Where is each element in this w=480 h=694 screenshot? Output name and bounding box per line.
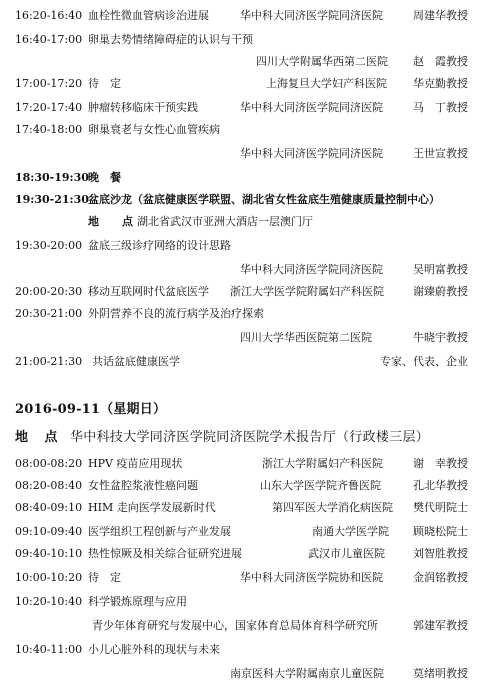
speaker: 顾晓松院士 <box>413 525 468 538</box>
talk-topic: 待 定 <box>88 571 121 584</box>
schedule-row <box>0 500 480 516</box>
institution: 华中科大同济医学院同济医院 <box>240 101 383 114</box>
talk-topic: 医学组织工程创新与产业发展 <box>88 525 231 538</box>
time-slot: 08:00-08:20 <box>15 457 83 470</box>
schedule-row <box>0 76 480 92</box>
speaker: 赵 霞教授 <box>413 55 468 68</box>
schedule-row-continuation <box>0 54 480 70</box>
institution: 第四军医大学消化病医院 <box>272 501 393 514</box>
time-slot: 16:40-17:00 <box>15 33 83 46</box>
time-slot: 17:00-17:20 <box>15 77 83 90</box>
speaker: 刘智胜教授 <box>413 547 468 560</box>
institution: 四川大学附属华西第二医院 <box>256 55 388 68</box>
speaker: 金润铭教授 <box>413 571 468 584</box>
talk-topic: 小儿心脏外科的现状与未来 <box>88 643 220 656</box>
schedule-row <box>0 284 480 300</box>
institution: 浙江大学附属妇产科医院 <box>262 457 383 470</box>
talk-topic: 肿瘤转移临床干预实践 <box>88 101 198 114</box>
time-slot: 09:10-09:40 <box>15 525 83 538</box>
talk-topic: 晚 餐 <box>88 171 121 184</box>
institution: 山东大学医学院齐鲁医院 <box>260 479 381 492</box>
schedule-row <box>0 306 480 322</box>
schedule-row <box>0 100 480 116</box>
talk-topic: HPV 疫苗应用现状 <box>88 457 183 470</box>
schedule-row <box>0 238 480 254</box>
schedule-row-continuation <box>0 666 480 682</box>
time-slot: 08:40-09:10 <box>15 501 83 514</box>
schedule-row <box>0 354 480 370</box>
speaker: 吴明富教授 <box>413 263 468 276</box>
schedule-row-continuation <box>0 330 480 346</box>
institution: 南京医科大学附属南京儿童医院 <box>230 667 384 680</box>
schedule-row <box>0 456 480 472</box>
talk-topic: 血栓性微血管病诊治进展 <box>88 9 209 22</box>
schedule-row-continuation <box>0 146 480 162</box>
institution: 浙江大学医学院附属妇产科医院 <box>230 285 384 298</box>
location-text: ：湖北省武汉市亚洲大酒店一层澳门厅 <box>126 215 313 228</box>
schedule-row <box>0 642 480 658</box>
speaker: 周建华教授 <box>413 9 468 22</box>
time-slot: 10:20-10:40 <box>15 595 83 608</box>
talk-topic: 移动互联网时代盆底医学 <box>88 285 209 298</box>
schedule-row <box>0 122 480 138</box>
time-slot: 18:30-19:30 <box>15 171 89 184</box>
date-heading: 2016-09-11（星期日） <box>15 402 167 417</box>
talk-topic: 待 定 <box>88 77 121 90</box>
institution: 武汉市儿童医院 <box>308 547 385 560</box>
time-slot: 19:30-20:00 <box>15 239 83 252</box>
schedule-row <box>0 8 480 24</box>
time-slot: 16:20-16:40 <box>15 9 83 22</box>
time-slot: 08:20-08:40 <box>15 479 83 492</box>
institution: 华中科大同济医学院同济医院 <box>240 147 383 160</box>
time-slot: 17:20-17:40 <box>15 101 83 114</box>
talk-topic: 外阴营养不良的流行病学及治疗探索 <box>88 307 264 320</box>
speaker: 牛晓宇教授 <box>413 331 468 344</box>
speaker: 樊代明院士 <box>413 501 468 514</box>
schedule-row <box>0 524 480 540</box>
speaker: 专家、代表、企业 <box>380 355 468 368</box>
institution: 南通大学医学院 <box>312 525 389 538</box>
schedule-row <box>0 32 480 48</box>
talk-topic: 热性惊厥及相关综合征研究进展 <box>88 547 242 560</box>
day-heading <box>0 400 480 420</box>
speaker: 谢 幸教授 <box>413 457 468 470</box>
schedule-row <box>0 594 480 610</box>
talk-topic: 盆底三级诊疗网络的设计思路 <box>88 239 231 252</box>
talk-topic: 科学锻炼原理与应用 <box>88 595 187 608</box>
institution: 华中科大同济医学院同济医院 <box>240 263 383 276</box>
time-slot: 19:30-21:30 <box>15 193 89 206</box>
talk-topic: 共话盆底健康医学 <box>92 355 180 368</box>
salon-location <box>0 214 480 230</box>
institution: 上海复旦大学妇产科医院 <box>266 77 387 90</box>
schedule-row <box>0 546 480 562</box>
venue-text: 华中科技大学同济医学院同济医院学术报告厅（行政楼三层） <box>70 430 430 445</box>
venue-heading <box>0 428 480 448</box>
schedule-row-continuation <box>0 618 480 634</box>
time-slot: 10:40-11:00 <box>15 643 83 656</box>
location-label: 地 点 <box>88 215 139 228</box>
schedule-row <box>0 570 480 586</box>
speaker: 谢臻蔚教授 <box>413 285 468 298</box>
schedule-row-salon <box>0 192 480 208</box>
schedule-row <box>0 478 480 494</box>
time-slot: 21:00-21:30 <box>15 355 83 368</box>
institution: 青少年体育研究与发展中心，国家体育总局体育科学研究所 <box>92 619 378 632</box>
time-slot: 10:00-10:20 <box>15 571 83 584</box>
time-slot: 17:40-18:00 <box>15 123 83 136</box>
talk-topic: 卵巢去势情绪障碍症的认识与干预 <box>88 33 253 46</box>
time-slot: 20:30-21:00 <box>15 307 83 320</box>
speaker: 王世宣教授 <box>413 147 468 160</box>
speaker: 孔北华教授 <box>413 479 468 492</box>
venue-label: 地 点 <box>15 430 64 445</box>
time-slot: 09:40-10:10 <box>15 547 83 560</box>
speaker: 华克勤教授 <box>413 77 468 90</box>
salon-title: 盆底沙龙（盆底健康医学联盟、湖北省女性盆底生殖健康质量控制中心） <box>88 193 440 206</box>
schedule-row-dinner <box>0 170 480 186</box>
talk-topic: 女性盆腔浆液性癌问题 <box>88 479 198 492</box>
talk-topic: HIM 走向医学发展新时代 <box>88 501 216 514</box>
institution: 华中科大同济医学院协和医院 <box>240 571 383 584</box>
speaker: 郭建军教授 <box>413 619 468 632</box>
speaker: 马 丁教授 <box>413 101 468 114</box>
time-slot: 20:00-20:30 <box>15 285 83 298</box>
schedule-row-continuation <box>0 262 480 278</box>
talk-topic: 卵巢衰老与女性心血管疾病 <box>88 123 220 136</box>
institution: 四川大学华西医院第二医院 <box>240 331 372 344</box>
institution: 华中科大同济医学院同济医院 <box>240 9 383 22</box>
speaker: 莫绪明教授 <box>413 667 468 680</box>
